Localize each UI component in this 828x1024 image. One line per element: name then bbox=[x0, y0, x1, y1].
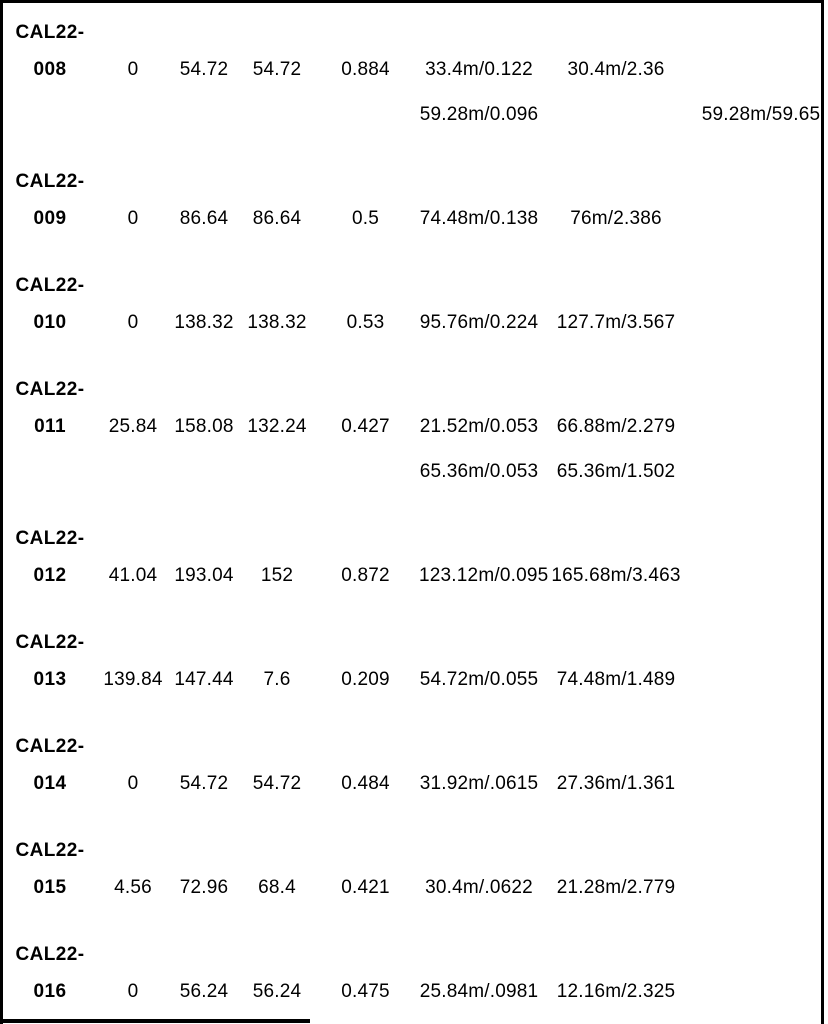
cell-interval-2: 65.36m/1.502 bbox=[556, 460, 676, 482]
cell-grade: 0.5 bbox=[351, 207, 379, 229]
cell-to: 138.32 bbox=[174, 311, 234, 333]
cell-interval-2: 30.4m/2.36 bbox=[567, 58, 665, 80]
hole-data-line bbox=[0, 557, 828, 594]
hole-id-line bbox=[0, 267, 828, 304]
hole-id-suffix: 012 bbox=[33, 564, 67, 586]
cell-interval-1: 54.72m/0.055 bbox=[419, 668, 539, 690]
cell-interval-2: 165.68m/3.463 bbox=[551, 564, 681, 586]
hole-id-line bbox=[0, 163, 828, 200]
cell-interval-1: 33.4m/0.122 bbox=[425, 58, 533, 80]
hole-id-line bbox=[0, 728, 828, 765]
hole-section bbox=[0, 624, 828, 698]
hole-section bbox=[0, 163, 828, 237]
cell-interval-1: 31.92m/.0615 bbox=[419, 772, 539, 794]
hole-data-line bbox=[0, 661, 828, 698]
hole-section bbox=[0, 728, 828, 802]
cell-grade: 0.421 bbox=[341, 876, 390, 898]
cell-interval-2: 74.48m/1.489 bbox=[556, 668, 676, 690]
hole-data-line bbox=[0, 304, 828, 341]
cell-length: 138.32 bbox=[247, 311, 307, 333]
hole-id-suffix: 013 bbox=[33, 668, 67, 690]
hole-section bbox=[0, 936, 828, 1010]
cell-from: 139.84 bbox=[103, 668, 163, 690]
hole-section bbox=[0, 371, 828, 490]
hole-id-line bbox=[0, 14, 828, 51]
cell-grade: 0.872 bbox=[341, 564, 390, 586]
hole-id-suffix: 015 bbox=[33, 876, 67, 898]
hole-id-line bbox=[0, 936, 828, 973]
cell-from: 41.04 bbox=[108, 564, 158, 586]
drill-results-table bbox=[0, 14, 828, 1024]
hole-id-suffix: 011 bbox=[34, 415, 66, 437]
cell-interval-1: 25.84m/.0981 bbox=[419, 980, 539, 1002]
hole-data-line bbox=[0, 200, 828, 237]
cell-from: 0 bbox=[127, 772, 139, 794]
cell-length: 54.72 bbox=[252, 58, 302, 80]
cell-to: 193.04 bbox=[174, 564, 234, 586]
hole-data-line bbox=[0, 51, 828, 88]
cell-interval-2: 12.16m/2.325 bbox=[556, 980, 676, 1002]
cell-interval-1: 74.48m/0.138 bbox=[419, 207, 539, 229]
hole-id-prefix: CAL22- bbox=[15, 839, 85, 861]
cell-grade: 0.209 bbox=[341, 668, 390, 690]
cell-from: 0 bbox=[127, 311, 139, 333]
hole-data-line bbox=[0, 869, 828, 906]
hole-id-prefix: CAL22- bbox=[15, 170, 85, 192]
cell-interval-2: 21.28m/2.779 bbox=[556, 876, 676, 898]
cell-interval-1: 21.52m/0.053 bbox=[419, 415, 539, 437]
cell-length: 56.24 bbox=[252, 980, 302, 1002]
cell-from: 4.56 bbox=[114, 876, 152, 898]
cell-from: 0 bbox=[127, 207, 139, 229]
cell-to: 72.96 bbox=[179, 876, 229, 898]
cell-interval-2: 76m/2.386 bbox=[570, 207, 662, 229]
hole-id-prefix: CAL22- bbox=[15, 631, 85, 653]
cell-interval-1: 65.36m/0.053 bbox=[419, 460, 539, 482]
cell-length: 132.24 bbox=[247, 415, 307, 437]
hole-id-suffix: 016 bbox=[33, 980, 67, 1002]
hole-id-line bbox=[0, 624, 828, 661]
cell-to: 158.08 bbox=[174, 415, 234, 437]
cell-interval-1: 95.76m/0.224 bbox=[419, 311, 539, 333]
hole-id-prefix: CAL22- bbox=[15, 21, 85, 43]
cell-interval-2: 127.7m/3.567 bbox=[556, 311, 676, 333]
cell-grade: 0.475 bbox=[341, 980, 390, 1002]
hole-id-prefix: CAL22- bbox=[15, 378, 85, 400]
hole-data-line bbox=[0, 973, 828, 1010]
cell-grade: 0.53 bbox=[346, 311, 385, 333]
cell-from: 0 bbox=[127, 980, 139, 1002]
hole-id-suffix: 009 bbox=[33, 207, 67, 229]
hole-section bbox=[0, 14, 828, 133]
hole-section bbox=[0, 267, 828, 341]
hole-id-prefix: CAL22- bbox=[15, 943, 85, 965]
cell-to: 54.72 bbox=[179, 772, 229, 794]
hole-section bbox=[0, 520, 828, 594]
cell-to: 86.64 bbox=[179, 207, 229, 229]
cell-interval-1: 30.4m/.0622 bbox=[425, 876, 533, 898]
hole-id-line bbox=[0, 371, 828, 408]
hole-data-line bbox=[0, 765, 828, 802]
cell-length: 7.6 bbox=[263, 668, 291, 690]
hole-id-prefix: CAL22- bbox=[15, 274, 85, 296]
cell-grade: 0.484 bbox=[341, 772, 390, 794]
cell-interval-2: 27.36m/1.361 bbox=[556, 772, 676, 794]
cell-interval-1: 59.28m/0.096 bbox=[419, 103, 539, 125]
cell-grade: 0.427 bbox=[341, 415, 390, 437]
cell-length: 68.4 bbox=[258, 876, 296, 898]
cell-to: 147.44 bbox=[174, 668, 234, 690]
cell-to: 56.24 bbox=[179, 980, 229, 1002]
hole-id-suffix: 008 bbox=[33, 58, 67, 80]
hole-id-line bbox=[0, 832, 828, 869]
hole-extra-line bbox=[0, 453, 828, 490]
cell-interval-2: 66.88m/2.279 bbox=[556, 415, 676, 437]
cell-to: 54.72 bbox=[179, 58, 229, 80]
hole-id-prefix: CAL22- bbox=[15, 735, 85, 757]
hole-id-suffix: 010 bbox=[33, 311, 67, 333]
hole-id-prefix: CAL22- bbox=[15, 527, 85, 549]
cell-length: 152 bbox=[260, 564, 294, 586]
hole-extra-line bbox=[0, 96, 828, 133]
cell-interval-1: 123.12m/0.095 bbox=[419, 564, 549, 586]
hole-section bbox=[0, 832, 828, 906]
cell-length: 54.72 bbox=[252, 772, 302, 794]
hole-data-line bbox=[0, 408, 828, 445]
cell-grade: 0.884 bbox=[341, 58, 390, 80]
cell-interval-3: 59.28m/59.65 bbox=[701, 103, 821, 125]
cell-length: 86.64 bbox=[252, 207, 302, 229]
hole-id-line bbox=[0, 520, 828, 557]
cell-from: 25.84 bbox=[108, 415, 158, 437]
cell-from: 0 bbox=[127, 58, 139, 80]
hole-id-suffix: 014 bbox=[33, 772, 67, 794]
